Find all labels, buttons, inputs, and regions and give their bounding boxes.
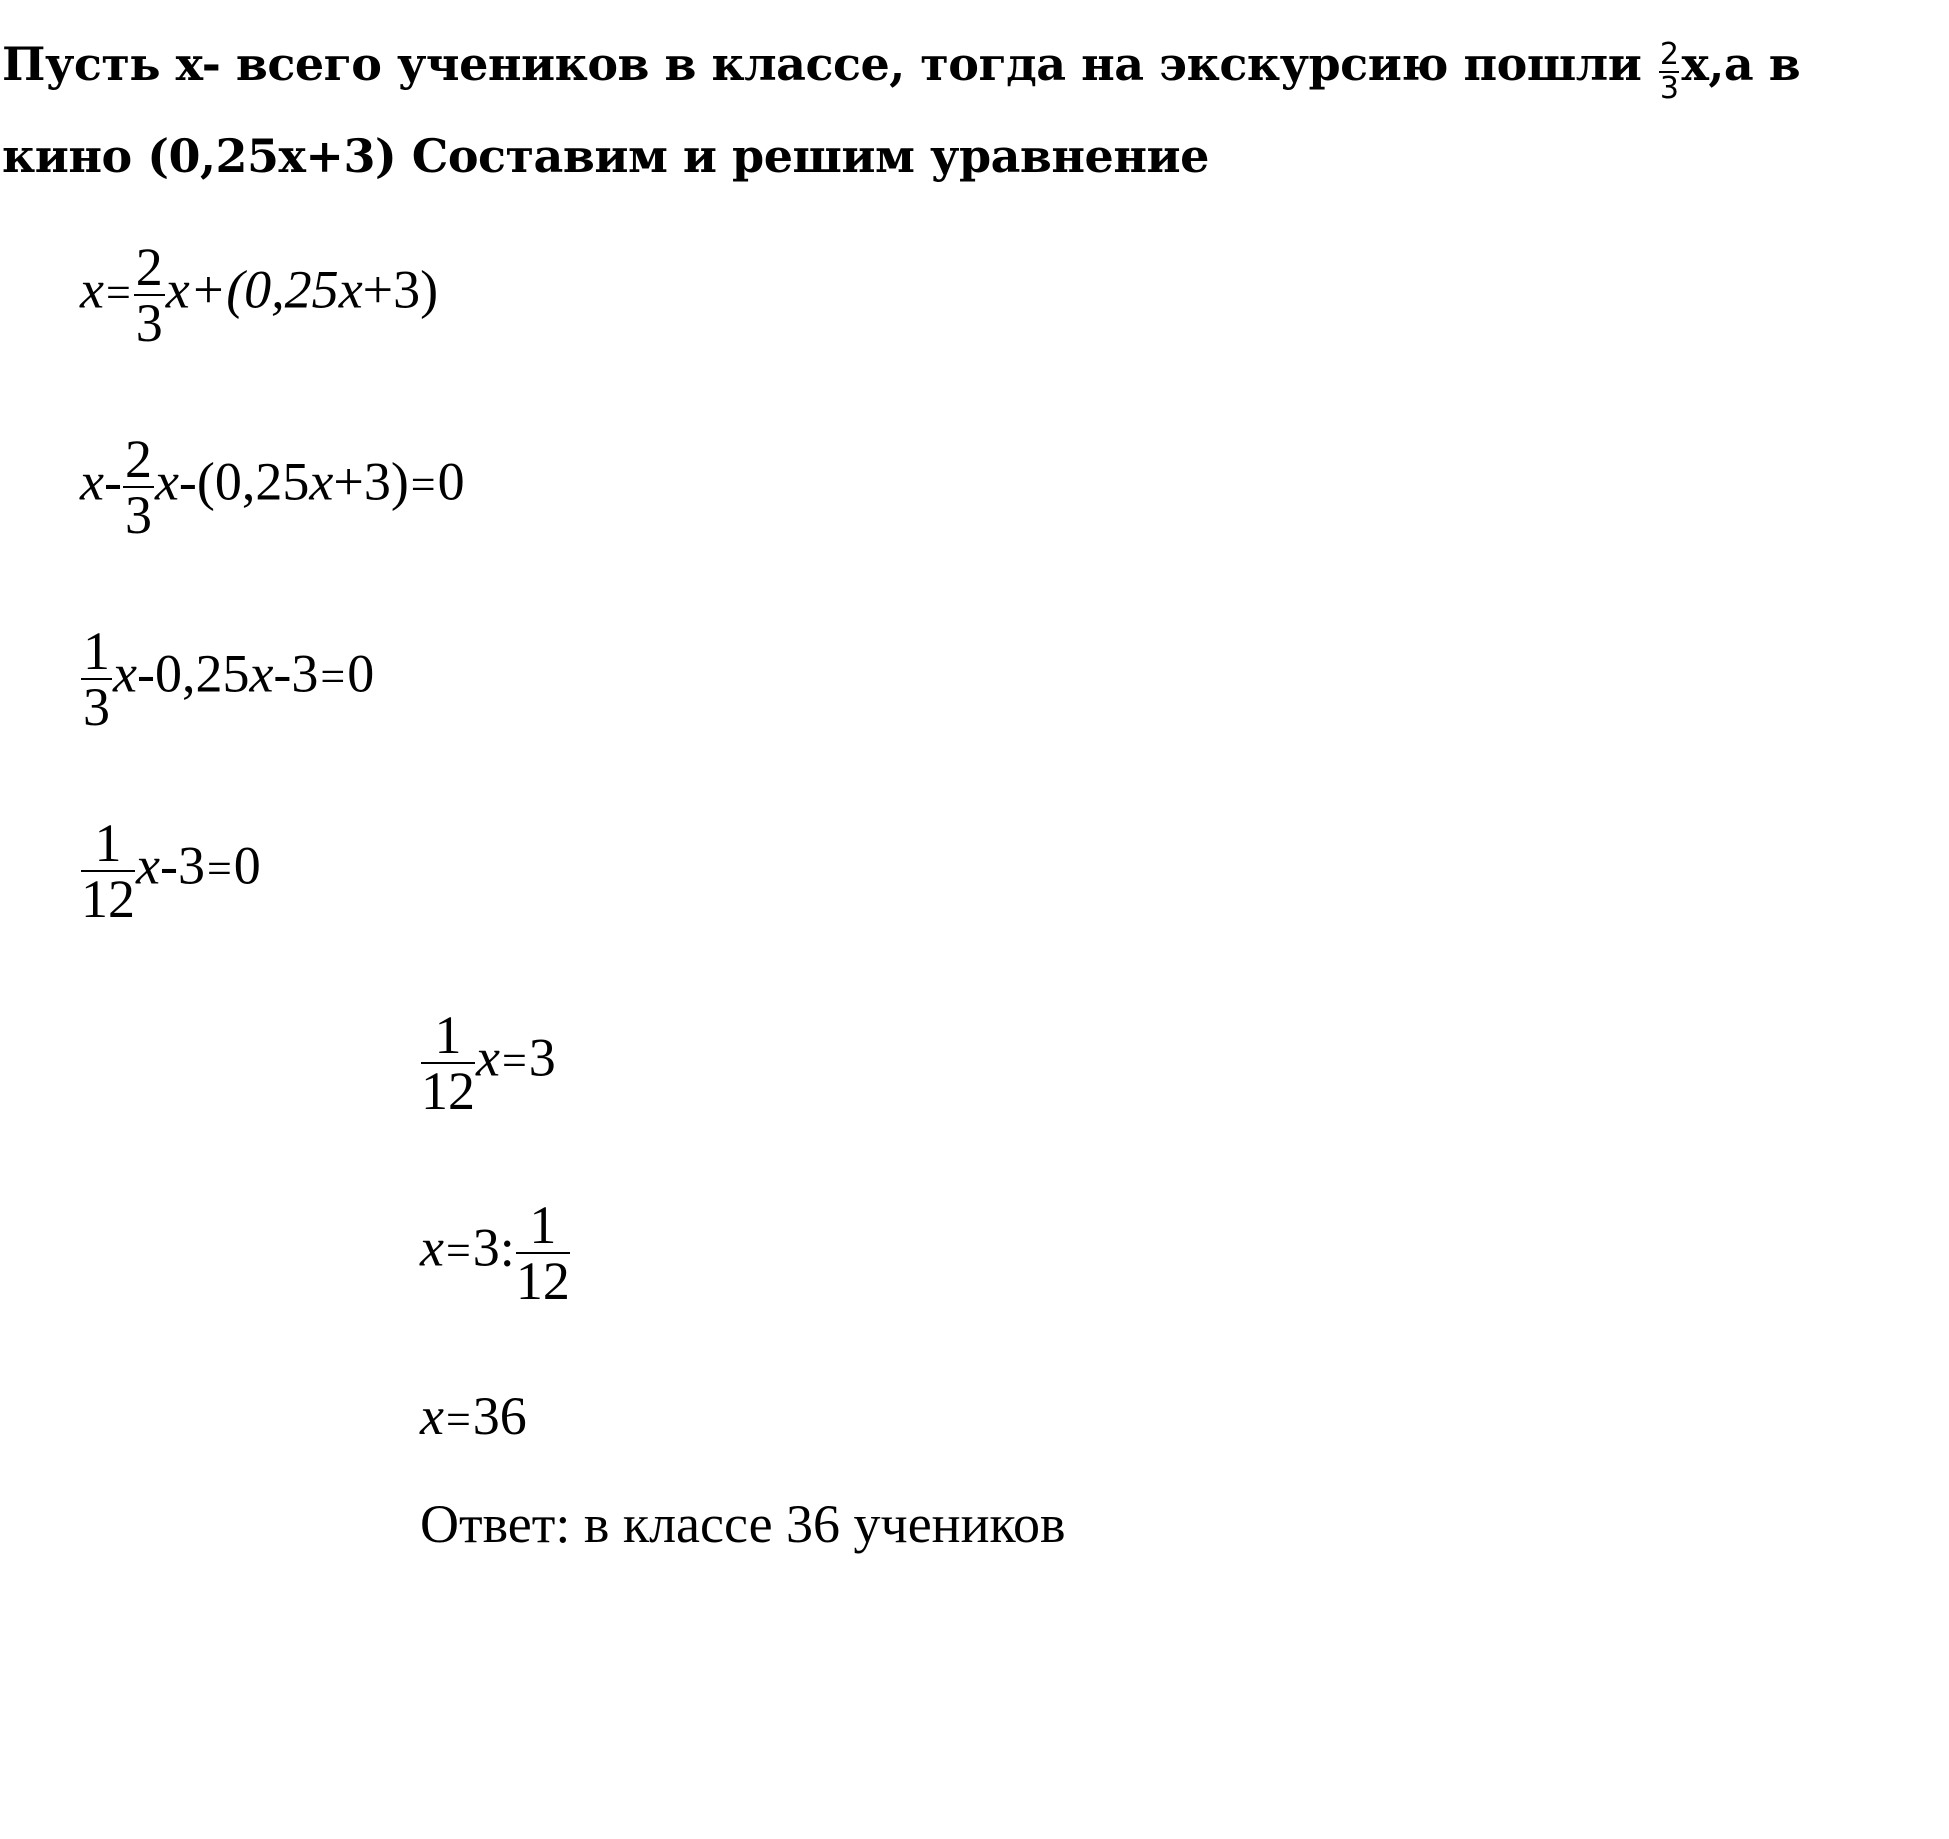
fraction-two-thirds: $\frac{2}{3}$ (1659, 37, 1679, 106)
fraction: $\frac{1}{3}$ (83, 621, 110, 737)
fraction: $\frac{1}{12}$ (81, 813, 135, 929)
problem-statement (2, 18, 1932, 202)
equation-step-5: $\frac{1}{12}$ x=3 (421, 1005, 556, 1121)
equation-step-7: x=36 (420, 1386, 527, 1446)
answer-text: Ответ: в классе 36 учеников (420, 1494, 1066, 1554)
statement-line-2: кино (0,25x+3) Составим и решим уравнение (2, 129, 1209, 183)
fraction: $\frac{2}{3}$ (135, 237, 163, 353)
fraction: $\frac{2}{3}$ (124, 429, 152, 545)
fraction: $\frac{1}{12}$ (515, 1195, 570, 1311)
equation-step-3: $\frac{1}{3}$ x-0,25x-3=0 (83, 621, 375, 737)
equation-step-1: x= $\frac{2}{3}$ x+(0,25x+3) (80, 237, 439, 353)
equation-step-4: $\frac{1}{12}$ x-3=0 (81, 813, 261, 929)
equation-step-2: x- $\frac{2}{3}$ x-(0,25x+3)=0 (80, 429, 465, 545)
equation-step-6: x=3: $\frac{1}{12}$ (420, 1195, 570, 1311)
statement-line-1: Пусть x- всего учеников в классе, тогда на экскурсию пошли $\frac{2}{3}$ x,а в (2, 37, 1801, 106)
fraction: $\frac{1}{12}$ (421, 1005, 475, 1121)
